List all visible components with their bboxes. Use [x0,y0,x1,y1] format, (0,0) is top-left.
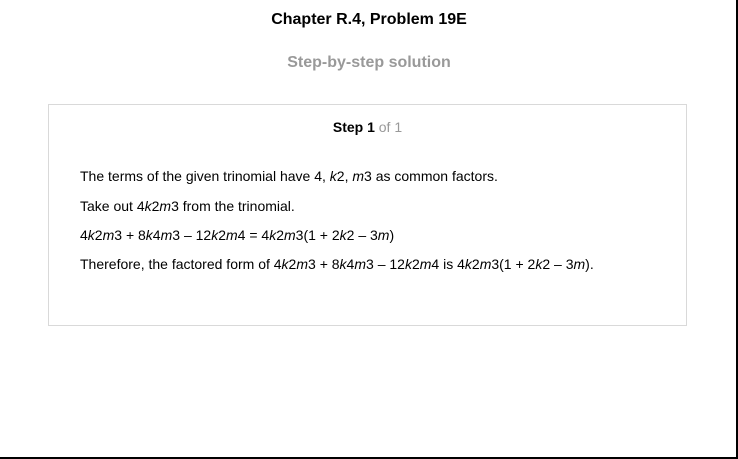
step-card [48,104,687,326]
section-heading: Step-by-step solution [287,54,451,71]
variable-k: k [144,198,152,214]
text-run: 2 [288,256,297,272]
variable-k: k [281,256,289,272]
solution-line-take-out [80,198,295,214]
text-run: 4 [80,227,88,243]
variable-m: m [573,256,586,272]
variable-m: m [226,227,238,243]
text-run: 2 [94,227,103,243]
text-run: 2 [411,256,420,272]
variable-k: k [339,256,347,272]
variable-m: m [377,227,390,243]
variable-m: m [352,168,365,184]
solution-line-equation [80,227,394,243]
text-run: 4 = 4 [237,227,270,243]
text-run: ). [585,256,594,272]
text-run: 4 [346,256,355,272]
step-of: of 1 [378,119,403,135]
text-run: 3(1 + 2 [491,256,536,272]
solution-line-conclusion [80,256,594,272]
variable-k: k [535,256,543,272]
text-run: 3 + 8 [114,227,146,243]
step-indicator [49,119,686,135]
text-run: 3 as common factors. [364,168,498,184]
text-run: 2 [218,227,226,243]
solution-line-common-factors [80,168,498,184]
variable-k: k [339,227,347,243]
step-label: Step 1 [332,119,375,135]
variable-k: k [145,227,153,243]
variable-m: m [159,198,172,214]
variable-k: k [269,227,277,243]
variable-k: k [211,227,219,243]
chapter-title: Chapter R.4, Problem 19E [271,11,467,28]
text-run: 2 – 3 [542,256,574,272]
variable-m: m [102,227,115,243]
variable-m: m [419,256,432,272]
variable-k: k [464,256,472,272]
text-run: ) [389,227,395,243]
text-run: 3(1 + 2 [295,227,340,243]
variable-k: k [329,168,337,184]
variable-m: m [479,256,492,272]
text-run: 2 [276,227,284,243]
text-run: Take out 4 [80,198,145,214]
text-run: 4 [152,227,161,243]
variable-m: m [160,227,173,243]
text-run: 2, [336,168,353,184]
text-run: The terms of the given trinomial have 4, [80,168,330,184]
text-run: 2 – 3 [346,227,378,243]
variable-m: m [296,256,309,272]
text-run: Therefore, the factored form of 4 [80,256,282,272]
variable-k: k [87,227,95,243]
text-run: 3 from the trinomial. [171,198,295,214]
text-run: 2 [151,198,160,214]
variable-m: m [284,227,296,243]
text-run: 4 is 4 [431,256,465,272]
text-run: 3 – 12 [366,256,405,272]
variable-m: m [354,256,367,272]
text-run: 3 – 12 [172,227,212,243]
variable-k: k [404,256,412,272]
text-run: 3 + 8 [308,256,340,272]
text-run: 2 [471,256,480,272]
